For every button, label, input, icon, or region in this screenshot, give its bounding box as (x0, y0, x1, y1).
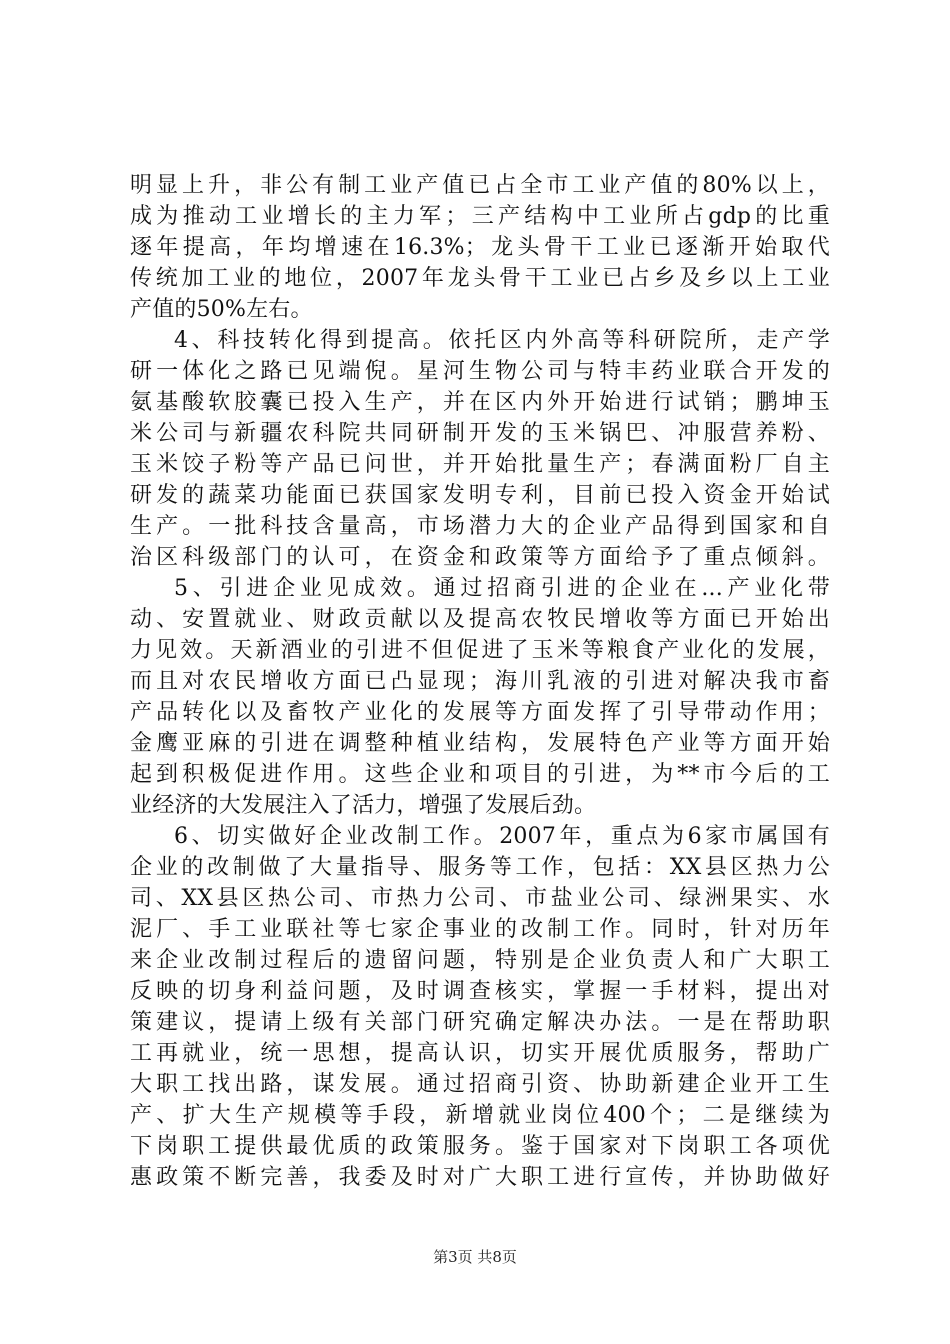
text-line: 工再就业，统一思想，提高认识，切实开展优质服务，帮助广 (130, 1041, 830, 1066)
text-line: 反映的切身利益问题，及时调查核实，掌握一手材料，提出对 (130, 979, 830, 1004)
text-line: 玉米饺子粉等产品已问世，并开始批量生产；春满面粉厂自主 (130, 452, 830, 477)
text-line: 而且对农民增收方面已凸显现；海川乳液的引进对解决我市畜 (130, 669, 830, 694)
text-line: 逐年提高，年均增速在16.3%；龙头骨干工业已逐渐开始取代 (130, 235, 830, 260)
document-body (130, 170, 830, 1193)
text-line: 米公司与新疆农科院共同研制开发的玉米锅巴、冲服营养粉、 (130, 421, 830, 446)
text-line: 金鹰亚麻的引进在调整种植业结构，发展特色产业等方面开始 (130, 731, 830, 756)
text-line: 动、安置就业、财政贡献以及提高农牧民增收等方面已开始出 (130, 607, 830, 632)
text-line: 力见效。天新酒业的引进不但促进了玉米等粮食产业化的发展， (130, 638, 830, 663)
text-line: 产品转化以及畜牧产业化的发展等方面发挥了引导带动作用； (130, 700, 830, 725)
text-line: 来企业改制过程后的遗留问题，特别是企业负责人和广大职工 (130, 948, 830, 973)
text-line: 下岗职工提供最优质的政策服务。鉴于国家对下岗职工各项优 (130, 1134, 830, 1159)
text-line: 司、XX县区热公司、市热力公司、市盐业公司、绿洲果实、水 (130, 886, 830, 911)
text-line: 企业的改制做了大量指导、服务等工作，包括：XX县区热力公 (130, 855, 830, 880)
text-line: 氨基酸软胶囊已投入生产，并在区内外开始进行试销；鹏坤玉 (130, 390, 830, 415)
text-line: 研一体化之路已见端倪。星河生物公司与特丰药业联合开发的 (130, 359, 830, 384)
page-number-footer: 第3页 共8页 (433, 1248, 517, 1266)
text-line: 起到积极促进作用。这些企业和项目的引进，为**市今后的工 (130, 762, 830, 787)
text-line: 研发的蔬菜功能面已获国家发明专利，目前已投入资金开始试 (130, 483, 830, 508)
text-line: 生产。一批科技含量高，市场潜力大的企业产品得到国家和自 (130, 514, 830, 539)
paragraph-start-line: 5、引进企业见成效。通过招商引进的企业在...产业化带 (174, 576, 830, 601)
text-line: 大职工找出路，谋发展。通过招商引资、协助新建企业开工生 (130, 1072, 830, 1097)
text-line: 产值的50%左右。 (130, 297, 313, 322)
text-line: 泥厂、手工业联社等七家企事业的改制工作。同时，针对历年 (130, 917, 830, 942)
text-line: 惠政策不断完善，我委及时对广大职工进行宣传，并协助做好 (130, 1165, 830, 1190)
text-line: 产、扩大生产规模等手段，新增就业岗位400个；二是继续为 (130, 1103, 830, 1128)
paragraph-start-line: 6、切实做好企业改制工作。2007年，重点为6家市属国有 (174, 824, 830, 849)
text-line: 业经济的大发展注入了活力，增强了发展后劲。 (130, 793, 597, 818)
text-line: 策建议，提请上级有关部门研究确定解决办法。一是在帮助职 (130, 1010, 830, 1035)
text-line: 成为推动工业增长的主力军；三产结构中工业所占gdp的比重 (130, 204, 830, 229)
paragraph-start-line: 4、科技转化得到提高。依托区内外高等科研院所，走产学 (174, 328, 830, 353)
text-line: 明显上升，非公有制工业产值已占全市工业产值的80%以上， (130, 173, 830, 198)
text-line: 治区科级部门的认可，在资金和政策等方面给予了重点倾斜。 (130, 545, 830, 570)
text-line: 传统加工业的地位，2007年龙头骨干工业已占乡及乡以上工业 (130, 266, 830, 291)
